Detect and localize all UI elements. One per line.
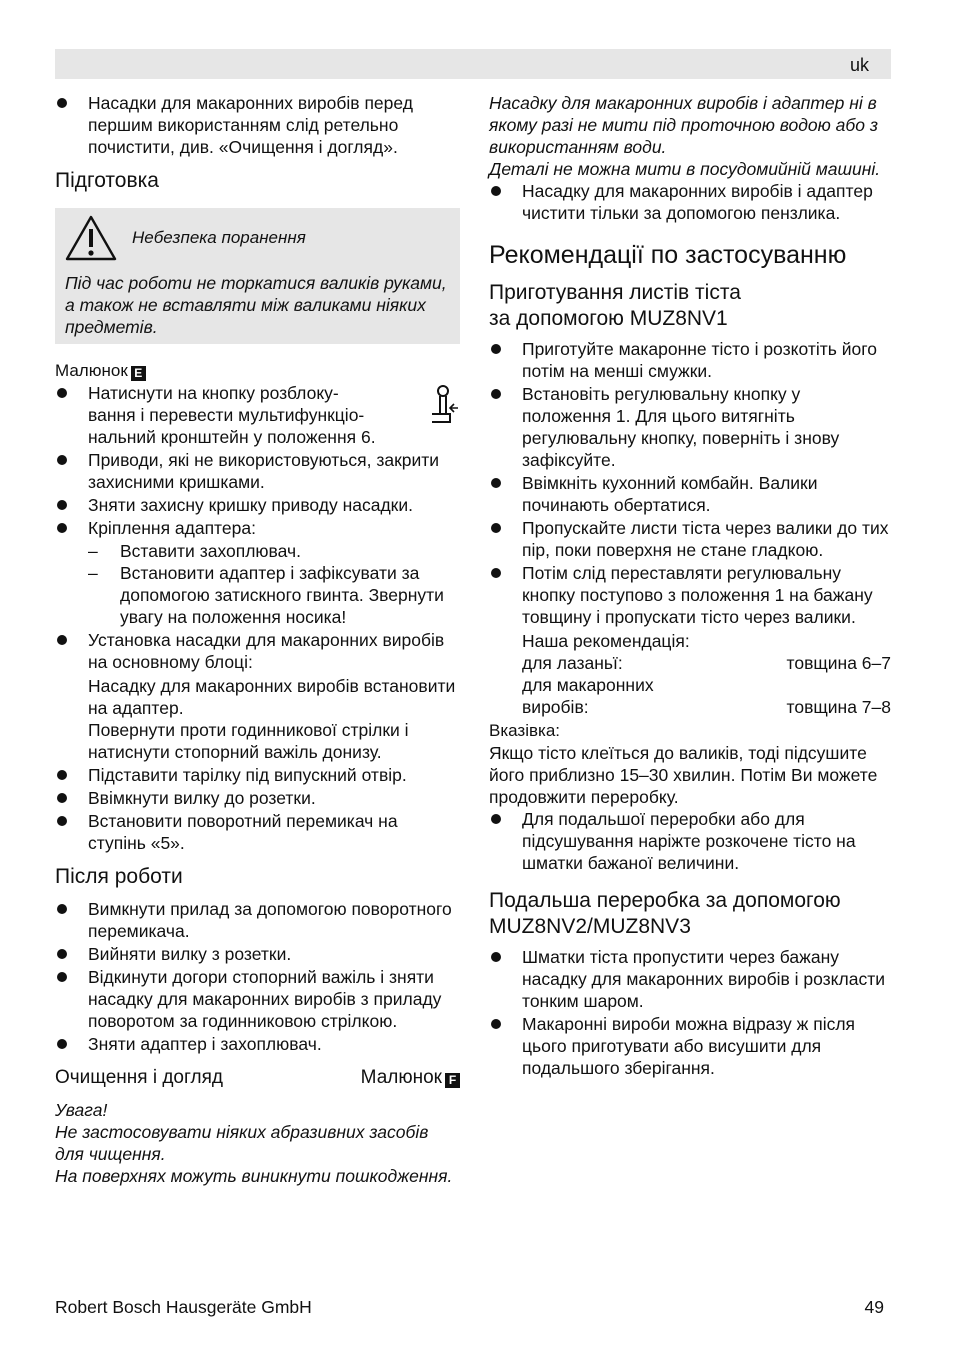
list-item: Кріплення адаптера: – Вставити захоплювач. – Встановити адаптер і зафіксувати за допомогою затискного гвинта. Звернути увагу на положення носика!: [55, 517, 460, 628]
page-number: 49: [864, 1297, 884, 1317]
adapter-substeps: [88, 540, 460, 628]
list-item: Приготуйте макаронне тісто і розкотіть його потім на менші смужки.: [489, 338, 891, 382]
list-item: Встановіть регулювальну кнопку у положення 1. Для цього витягніть регулювальну кнопку, поверніть і знову зафіксуйте.: [489, 383, 891, 471]
warning-text: Під час роботи не торкатися валиків руками, а також не вставляти між валиками ніяких предметів.: [65, 273, 447, 337]
preparation-steps: [55, 382, 460, 854]
section-title-recommendations: Рекомендації по застосуванню: [489, 241, 847, 269]
section-title-cleaning: Очищення і догляд Малюнок F: [55, 1067, 460, 1089]
cleaning-warning-text: На поверхнях можуть виникнути пошкодження.: [55, 1166, 453, 1186]
recommendation-label: для макаронних: [522, 675, 654, 695]
figure-reference-e: Малюнок E: [55, 360, 460, 382]
intro-list: [55, 92, 460, 158]
list-item: – Вставити захоплювач.: [88, 540, 460, 562]
subsection-title-further-processing: Подальша переробка за допомогою MUZ8NV2/MUZ8NV3: [489, 889, 841, 938]
list-item: Зняти адаптер і захоплювач.: [55, 1033, 460, 1055]
figure-reference-f: Малюнок F: [361, 1067, 460, 1089]
section-title-after-work: Після роботи: [55, 865, 183, 888]
recommendation-row: виробів: товщина 7–8: [522, 697, 891, 717]
list-item: Вимкнути прилад за допомогою поворотного перемикача.: [55, 898, 460, 942]
figure-letter-badge: E: [131, 366, 146, 381]
list-item: Відкинути догори стопорний важіль і зняти насадку для макаронних виробів з приладу поворотом за годинниковою стрілкою.: [55, 966, 460, 1032]
list-item: Встановити поворотний перемикач на ступінь «5».: [55, 810, 460, 854]
list-item: Зняти захисну кришку приводу насадки.: [55, 494, 460, 516]
list-item: Насадки для макаронних виробів перед першим використанням слід ретельно почистити, див. «Очищення і догляд».: [55, 92, 460, 158]
warning-header: [65, 212, 450, 264]
list-item: Натиснути на кнопку розблоку- вання і перевести мультифункціо- нальний кронштейн у положення 6.: [55, 382, 460, 448]
figure-letter-badge: F: [445, 1073, 460, 1088]
sheets-steps: [489, 338, 891, 718]
further-processing-steps: [489, 946, 891, 1079]
left-column: [55, 92, 460, 1187]
list-item: Макаронні вироби можна відразу ж після цього приготувати або висушити для подальшого зберігання.: [489, 1013, 891, 1079]
list-item: Ввімкніть кухонний комбайн. Валики починають обертатися.: [489, 472, 891, 516]
right-column: [489, 92, 891, 1080]
list-item: Пропускайте листи тіста через валики до тих пір, поки поверхня не стане гладкою.: [489, 517, 891, 561]
recommendation-row: для лазаньї: товщина 6–7: [522, 653, 891, 673]
list-item: Для подальшої переробки або для підсушування наріжте розкочене тісто на шматки бажаної величини.: [489, 808, 891, 874]
language-code: uk: [849, 55, 869, 75]
section-title-preparation: Підготовка: [55, 169, 159, 192]
continuation-text: Повернути проти годинникової стрілки і натиснути стопорний важіль донизу.: [88, 720, 409, 762]
list-item: Насадку для макаронних виробів і адаптер чистити тільки за допомогою пензлика.: [489, 180, 891, 224]
recommendation-heading: Наша рекомендація:: [522, 631, 690, 651]
cleaning-note: Деталі не можна мити в посудомийній машині.: [489, 159, 881, 179]
note-steps: [489, 808, 891, 874]
unlock-lever-icon: [430, 384, 460, 426]
list-item: Установка насадки для макаронних виробів на основному блоці: Насадку для макаронних виробів встановити на адаптер. Повернути проти годинникової стрілки і натиснути стопорний важіль донизу.: [55, 629, 460, 763]
language-bar: [55, 49, 891, 79]
list-item: Ввімкнути вилку до розетки.: [55, 787, 460, 809]
list-item: Приводи, які не використовуються, закрити захисними кришками.: [55, 449, 460, 493]
warning-title: Небезпека поранення: [132, 228, 306, 247]
after-work-steps: [55, 898, 460, 1055]
list-item: Шматки тіста пропустити через бажану насадку для макаронних виробів і розкласти тонким шаром.: [489, 946, 891, 1012]
list-item: – Встановити адаптер і зафіксувати за допомогою затискного гвинта. Звернути увагу на положення носика!: [88, 562, 460, 628]
cleaning-note: Насадку для макаронних виробів і адаптер ні в якому разі не мити під проточною водою або з використанням води.: [489, 93, 878, 157]
cleaning-warning-text: Не застосовувати ніяких абразивних засобів для чищення.: [55, 1122, 429, 1164]
list-item: Потім слід переставляти регулювальну кнопку поступово з положення 1 на бажану товщину і пропускати тісто через валики. Наша рекомендація: для лазаньї: товщина 6–7 для макаронних виробів: товщина 7–8: [489, 562, 891, 718]
subsection-title-sheets: Приготування листів тіста за допомогою MUZ8NV1: [489, 281, 741, 330]
note-title: Вказівка:: [489, 721, 561, 740]
footer-company: Robert Bosch Hausgeräte GmbH: [55, 1297, 312, 1317]
attention-label: Увага!: [55, 1100, 108, 1120]
warning-box: [55, 208, 460, 344]
warning-triangle-icon: [65, 214, 117, 262]
note-text: Якщо тісто клеїться до валиків, тоді підсушите його приблизно 15–30 хвилин. Потім Ви можете продовжити переробку.: [489, 743, 878, 807]
continuation-text: Насадку для макаронних виробів встановити на адаптер.: [88, 676, 456, 718]
cleaning-steps: [489, 180, 891, 224]
list-item: Підставити тарілку під випускний отвір.: [55, 764, 460, 786]
list-item: Вийняти вилку з розетки.: [55, 943, 460, 965]
